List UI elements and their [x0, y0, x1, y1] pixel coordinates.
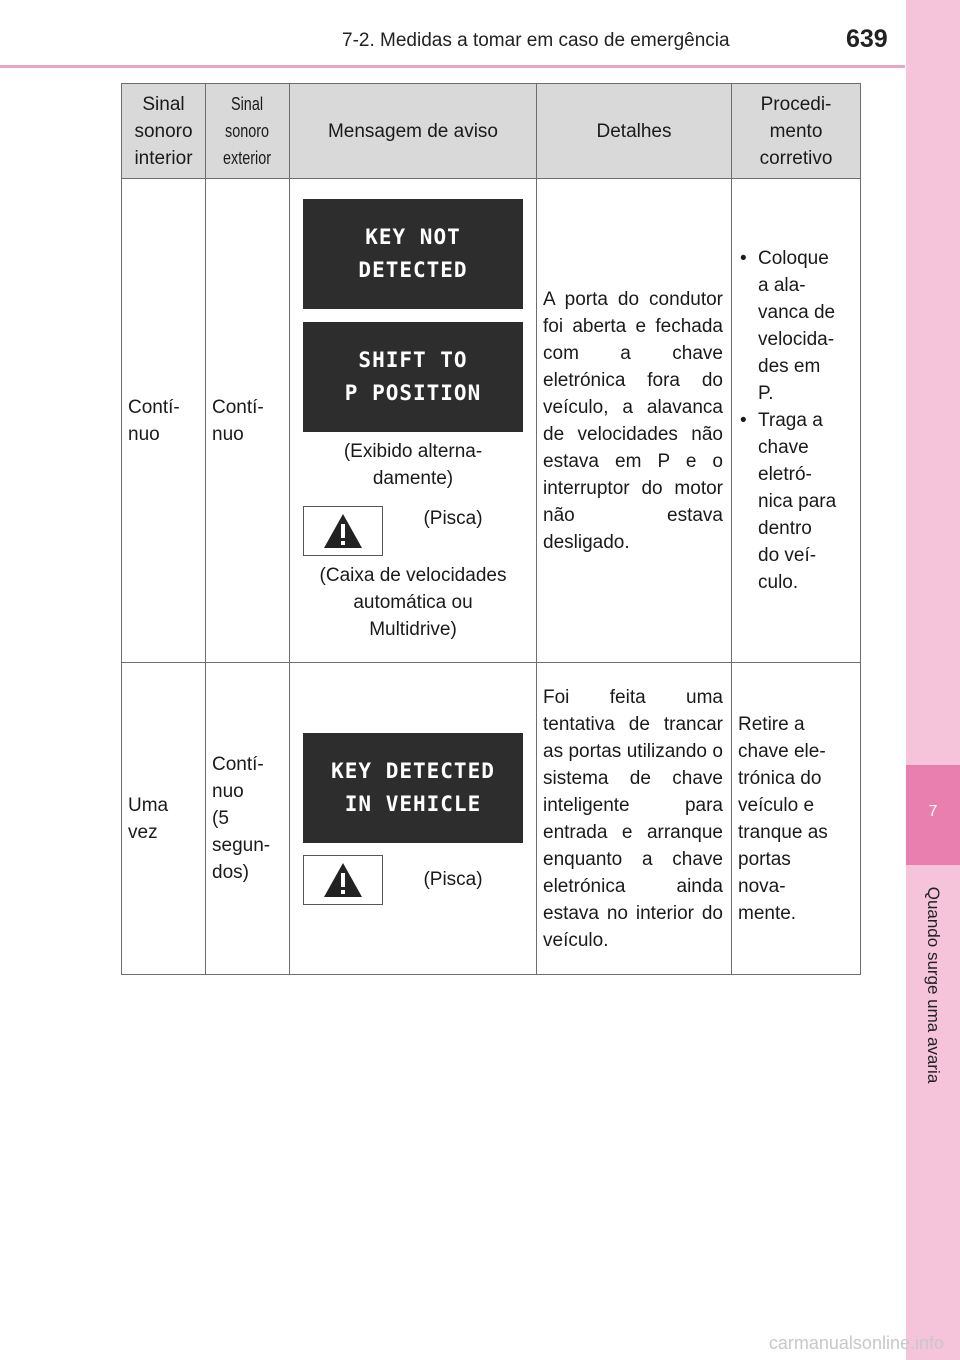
header-details: Detalhes	[537, 84, 732, 179]
corrective-cell	[732, 179, 861, 663]
alternate-caption: (Exibido alterna- damente)	[343, 440, 483, 489]
page-number: 639	[846, 25, 888, 53]
transmission-caption: (Caixa de velocidades automática ou Multidrive)	[319, 564, 507, 640]
interior-buzzer-cell: Contí- nuo	[122, 179, 206, 663]
message-display-shift-to-p: SHIFT TO P POSITION	[303, 322, 523, 432]
watermark: carmanualsonline.info	[768, 1333, 944, 1353]
exterior-buzzer-cell: Contí- nuo (5 segun- dos)	[206, 663, 290, 975]
warning-triangle-icon	[303, 506, 383, 556]
table-row	[122, 179, 861, 663]
list-item: • Coloque a ala- vanca de velocida- des em P.	[738, 245, 854, 407]
warning-triangle-icon	[303, 855, 383, 905]
warning-table	[121, 83, 861, 975]
table-header-row	[122, 84, 861, 179]
header-corrective: Procedi- mento corretivo	[732, 84, 861, 179]
details-cell: Foi feita uma tentativa de trancar as portas utilizando o sistema de chave inteligente para entrada e arranque enquanto a chave eletrónica ainda estava no interior do veículo.	[537, 663, 732, 975]
chapter-number: 7	[928, 803, 938, 820]
corrective-list	[732, 245, 860, 596]
message-display-key-not-detected: KEY NOT DETECTED	[303, 199, 523, 309]
header-interior-buzzer: Sinal sonoro interior	[122, 84, 206, 179]
flash-label: (Pisca)	[423, 508, 483, 529]
list-item: • Traga a chave eletró- nica para dentro do veí- culo.	[738, 407, 854, 596]
details-cell: A porta do condutor foi aberta e fechada com a chave eletrónica fora do veículo, a alavanca de velocidades não estava em P e o interruptor do motor não estava desligado.	[537, 179, 732, 663]
table-row	[122, 663, 861, 975]
header-warning-message: Mensagem de aviso	[290, 84, 537, 179]
message-display-key-detected: KEY DETECTED IN VEHICLE	[303, 733, 523, 843]
warning-message-cell	[290, 663, 537, 975]
chapter-side-tab	[906, 0, 960, 1360]
header-exterior-buzzer: Sinal sonoro exterior	[206, 84, 290, 179]
flash-label: (Pisca)	[423, 869, 483, 890]
corrective-cell: Retire a chave ele- trónica do veículo e tranque as portas nova- mente.	[732, 663, 861, 975]
master-warning-row	[303, 855, 523, 905]
master-warning-row	[303, 506, 523, 556]
section-title: 7-2. Medidas a tomar em caso de emergência	[342, 30, 730, 51]
interior-buzzer-cell: Uma vez	[122, 663, 206, 975]
chapter-title: Quando surge uma avaria	[924, 886, 943, 1084]
warning-message-cell	[290, 179, 537, 663]
exterior-buzzer-cell: Contí- nuo	[206, 179, 290, 663]
header-divider	[0, 65, 905, 68]
